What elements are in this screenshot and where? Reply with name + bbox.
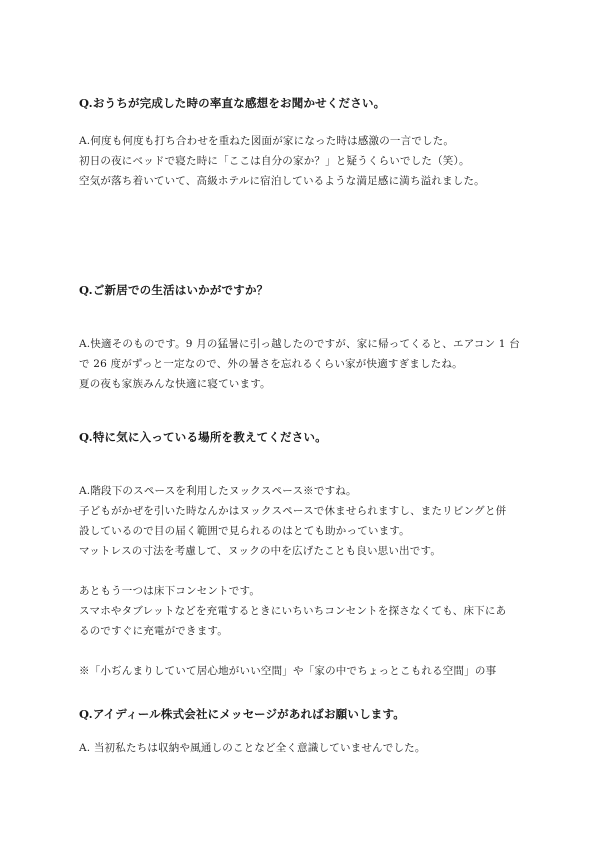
answer-2-line: 夏の夜も家族みんな快適に寝ています。 — [79, 378, 271, 390]
blank-line — [79, 561, 539, 581]
answer-3-line: 子どもがかぜを引いた時なんかはヌックスペースで休ませられますし、またリビングと併 — [79, 505, 507, 517]
answer-3-line: マットレスの寸法を考慮して、ヌックの中を広げたことも良い思い出です。 — [79, 545, 442, 557]
blank-line — [79, 641, 539, 661]
answer-3-line: あともう一つは床下コンセントです。 — [79, 585, 261, 597]
question-3-heading: Q.特に気に入っている場所を教えてください。 — [79, 430, 327, 444]
answer-3-line: るのですぐに充電ができます。 — [79, 625, 228, 637]
answer-1-line: 空気が落ち着いていて、高級ホテルに宿泊しているような満足感に満ち溢れました。 — [79, 175, 485, 187]
question-1-heading: Q.おうちが完成した時の率直な感想をお聞かせください。 — [79, 96, 386, 110]
answer-2-line: で 26 度がずっと一定なので、外の暑さを忘れるくらい家が快適すぎましたね。 — [79, 358, 463, 370]
answer-4 — [79, 738, 539, 758]
answer-1-line: 初日の夜にベッドで寝た時に「ここは自分の家か？」と疑うくらいでした（笑）。 — [79, 155, 470, 167]
question-2-heading: Q.ご新居での生活はいかがですか？ — [79, 283, 269, 297]
answer-3-line: 設しているので目の届く範囲で見られるのはとても助かっています。 — [79, 525, 410, 537]
answer-2 — [79, 334, 539, 394]
answer-4-line: A. 当初私たちは収納や風通しのことなど全く意識していませんでした。 — [79, 742, 426, 754]
question-4-heading: Q.アイディール株式会社にメッセージがあればお願いします。 — [79, 707, 405, 721]
answer-3-line: スマホやタブレットなどを充電するときにいちいちコンセントを探さなくても、床下にあ — [79, 605, 507, 617]
answer-3 — [79, 481, 539, 681]
answer-2-line: A.快適そのものです。9 月の猛暑に引っ越したのですが、家に帰ってくると、エアコン 1 台 — [79, 338, 520, 350]
answer-1 — [79, 131, 539, 191]
footnote-line: ※「小ぢんまりしていて居心地がいい空間」や「家の中でちょっとこもれる空間」の事 — [79, 665, 497, 677]
answer-1-line: A.何度も何度も打ち合わせを重ねた図面が家になった時は感激の一言でした。 — [79, 135, 455, 147]
answer-3-line: A.階段下のスペースを利用したヌックスペース※ですね。 — [79, 485, 357, 497]
